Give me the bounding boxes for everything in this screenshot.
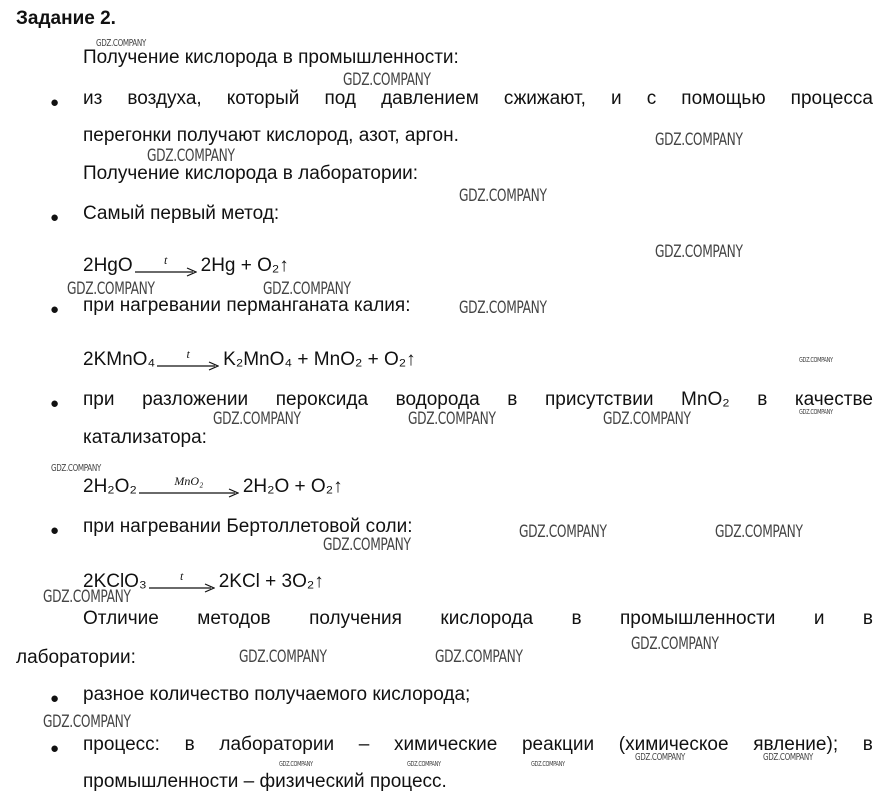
diff-bullet-2-line1: [83, 734, 873, 756]
word: лаборатории: [219, 734, 335, 755]
word: реакции: [521, 734, 595, 755]
lab-bullet-3-line2: катализатора:: [83, 427, 207, 448]
reaction-arrow-icon: [157, 347, 219, 371]
watermark: GDZ.COMPANY: [459, 298, 547, 318]
word: качестве: [794, 389, 873, 410]
word: в: [184, 734, 195, 755]
diff-line1: [83, 608, 873, 630]
watermark: GDZ.COMPANY: [655, 242, 743, 262]
equation-3: [83, 476, 343, 498]
eq3-condition: MnO₂: [174, 474, 204, 488]
watermark: GDZ.COMPANY: [799, 356, 833, 364]
watermark: GDZ.COMPANY: [763, 752, 813, 763]
watermark: GDZ.COMPANY: [43, 712, 131, 732]
watermark: GDZ.COMPANY: [635, 752, 685, 763]
bullet-icon: ●: [50, 301, 60, 318]
word: разложении: [142, 389, 249, 410]
word: и: [813, 608, 825, 629]
word: с: [646, 88, 657, 109]
bullet-icon: ●: [50, 522, 60, 539]
lab-bullet-3-line1: [83, 389, 873, 411]
bullet-icon: ●: [50, 94, 60, 111]
equation-2: [83, 349, 416, 371]
word: который: [226, 88, 300, 109]
word: пероксида: [275, 389, 369, 410]
word: помощью: [681, 88, 766, 109]
watermark: GDZ.COMPANY: [67, 279, 155, 299]
watermark: GDZ.COMPANY: [715, 522, 803, 542]
word: Отличие: [83, 608, 159, 629]
word: водорода: [395, 389, 480, 410]
watermark: GDZ.COMPANY: [279, 760, 313, 768]
watermark: GDZ.COMPANY: [239, 647, 327, 667]
word: процесса: [790, 88, 873, 109]
word: процесс:: [83, 734, 160, 755]
watermark: GDZ.COMPANY: [459, 186, 547, 206]
word: в: [757, 389, 768, 410]
word: химические: [394, 734, 498, 755]
word: и: [610, 88, 622, 109]
word: сжижают,: [503, 88, 586, 109]
bullet-icon: ●: [50, 395, 60, 412]
lab-bullet-4: при нагревании Бертоллетовой соли:: [83, 516, 413, 537]
diff-bullet-2-line2: промышленности – физический процесс.: [83, 771, 447, 792]
watermark: GDZ.COMPANY: [51, 463, 101, 474]
watermark: GDZ.COMPANY: [147, 146, 235, 166]
eq2-right: K₂MnO₄ + MnO₂ + O₂↑: [223, 349, 416, 370]
diff-line2: лаборатории:: [16, 647, 136, 668]
watermark: GDZ.COMPANY: [519, 522, 607, 542]
watermark: GDZ.COMPANY: [43, 587, 131, 607]
watermark: GDZ.COMPANY: [407, 760, 441, 768]
word: присутствии: [544, 389, 654, 410]
watermark: GDZ.COMPANY: [263, 279, 351, 299]
watermark: GDZ.COMPANY: [343, 70, 431, 90]
eq4-condition: t: [180, 569, 184, 583]
lab-bullet-1: Самый первый метод:: [83, 203, 280, 224]
word: кислорода: [440, 608, 534, 629]
watermark: GDZ.COMPANY: [96, 38, 146, 49]
lab-header: Получение кислорода в лаборатории:: [83, 163, 419, 184]
bullet-icon: ●: [50, 740, 60, 757]
industry-bullet-line2: перегонки получают кислород, азот, аргон.: [83, 125, 459, 146]
word: в: [571, 608, 582, 629]
task-title: Задание 2.: [16, 8, 116, 29]
eq3-left: 2H₂O₂: [83, 476, 137, 497]
industry-bullet-line1: [83, 88, 873, 110]
eq2-left: 2KMnO₄: [83, 349, 156, 370]
eq4-left: 2KClO₃: [83, 571, 147, 592]
eq1-left: 2HgO: [83, 255, 133, 276]
watermark: GDZ.COMPANY: [323, 535, 411, 555]
word: методов: [197, 608, 271, 629]
watermark: GDZ.COMPANY: [799, 408, 833, 416]
word: MnO₂: [681, 389, 730, 410]
word: из: [83, 88, 103, 109]
diff-bullet-1: разное количество получаемого кислорода;: [83, 684, 471, 705]
word: давлением: [381, 88, 479, 109]
watermark: GDZ.COMPANY: [531, 760, 565, 768]
reaction-arrow-icon: [139, 474, 239, 498]
eq3-right: 2H₂O + O₂↑: [242, 476, 343, 497]
equation-1: [83, 255, 289, 277]
watermark: GDZ.COMPANY: [631, 634, 719, 654]
eq4-right: 2KCl + 3O₂↑: [218, 571, 324, 592]
lab-bullet-2: при нагревании перманганата калия:: [83, 295, 411, 316]
watermark: GDZ.COMPANY: [213, 409, 301, 429]
eq1-right: 2Hg + O₂↑: [200, 255, 289, 276]
eq2-condition: t: [186, 347, 190, 361]
word: в: [862, 608, 873, 629]
word: в: [862, 734, 873, 755]
word: воздуха,: [127, 88, 202, 109]
word: –: [358, 734, 370, 755]
watermark: GDZ.COMPANY: [408, 409, 496, 429]
word: в: [507, 389, 518, 410]
watermark: GDZ.COMPANY: [435, 647, 523, 667]
watermark: GDZ.COMPANY: [603, 409, 691, 429]
word: промышленности: [620, 608, 776, 629]
industry-header: Получение кислорода в промышленности:: [83, 47, 459, 68]
reaction-arrow-icon: [135, 253, 197, 277]
word: под: [324, 88, 356, 109]
watermark: GDZ.COMPANY: [655, 130, 743, 150]
reaction-arrow-icon: [149, 569, 215, 593]
word: при: [83, 389, 115, 410]
word: (химическое: [618, 734, 729, 755]
word: явление);: [753, 734, 839, 755]
bullet-icon: ●: [50, 690, 60, 707]
bullet-icon: ●: [50, 209, 60, 226]
eq1-condition: t: [163, 253, 168, 267]
word: получения: [309, 608, 402, 629]
